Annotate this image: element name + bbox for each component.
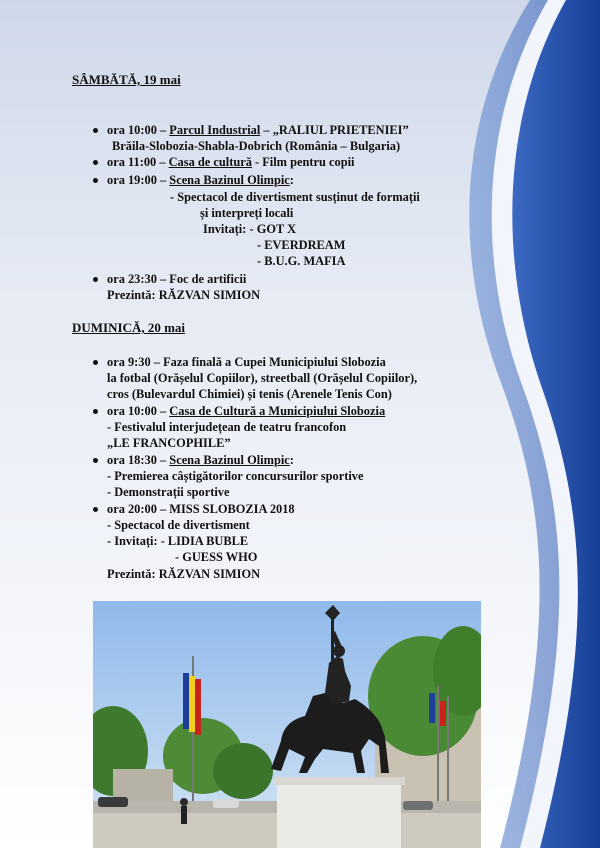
- bullet: [93, 409, 98, 414]
- event-festival: - Festivalul interjudețean de teatru francofon: [107, 420, 347, 434]
- event-miss-slobozia: ora 20:00 – MISS SLOBOZIA 2018: [107, 502, 295, 516]
- presenter-line: Prezintă: RĂZVAN SIMION: [107, 288, 261, 302]
- event-olympic-stage-sunday: [107, 452, 294, 468]
- event-place: Casa de Cultură a Municipiului Slobozia: [169, 404, 386, 418]
- separator: –: [156, 123, 170, 137]
- separator: –: [156, 272, 170, 286]
- event-industrial-park: [107, 122, 409, 138]
- event-cup-detail: la fotbal (Orășelul Copiilor), streetball (Orășelul Copiilor),: [107, 371, 418, 385]
- statue-photo-illustration: [93, 601, 481, 848]
- event-sub-line: - Premierea câștigătorilor concursurilor sportive: [107, 469, 364, 483]
- event-time: ora 10:00: [107, 123, 157, 137]
- separator: –: [156, 453, 170, 467]
- punctuation: :: [289, 453, 294, 467]
- event-cup-final: ora 9:30 – Faza finală a Cupei Municipiului Slobozia: [107, 355, 386, 369]
- event-title: - Film pentru copii: [251, 155, 355, 169]
- separator: –: [156, 155, 169, 169]
- guests-line: - Invitați: - LIDIA BUBLE: [107, 534, 249, 548]
- event-festival-name: „LE FRANCOPHILE”: [107, 436, 231, 450]
- presenter-line: Prezintă: RĂZVAN SIMION: [107, 567, 261, 581]
- guest-name: - GUESS WHO: [175, 550, 258, 564]
- statue-photo: [93, 601, 481, 848]
- sunday-heading: DUMINICĂ, 20 mai: [72, 320, 186, 335]
- guest-name: - EVERDREAM: [257, 238, 346, 252]
- saturday-heading: SÂMBĂTĂ, 19 mai: [72, 72, 181, 87]
- bullet: [93, 458, 98, 463]
- event-cup-detail: cros (Bulevardul Chimiei) și tenis (Arenele Tenis Con): [107, 387, 392, 401]
- bullet: [93, 360, 98, 365]
- event-title: Foc de artificii: [169, 272, 247, 286]
- event-time: ora 10:00: [107, 404, 157, 418]
- event-culture-house: [107, 154, 354, 170]
- event-time: ora 19:00: [107, 173, 157, 187]
- event-sub-line: și interpreți locali: [200, 206, 294, 220]
- separator: –: [156, 404, 170, 418]
- event-fireworks: [107, 271, 246, 287]
- event-time: ora 11:00: [107, 155, 157, 169]
- bullet: [93, 277, 98, 282]
- event-time: ora 18:30: [107, 453, 157, 467]
- event-olympic-stage: [107, 172, 294, 188]
- separator: –: [156, 173, 170, 187]
- event-place: Scena Bazinul Olimpic: [169, 173, 290, 187]
- bullet: [93, 507, 98, 512]
- event-sub-line: - Demonstrații sportive: [107, 485, 230, 499]
- event-route: Brăila-Slobozia-Shabla-Dobrich (România – Bulgaria): [112, 139, 401, 153]
- event-sub-line: - Spectacol de divertisment susținut de formații: [170, 190, 420, 204]
- punctuation: :: [289, 173, 294, 187]
- bullet: [93, 160, 98, 165]
- guest-name: - B.U.G. MAFIA: [257, 254, 346, 268]
- guests-line: Invitați: - GOT X: [203, 222, 297, 236]
- event-sub-line: - Spectacol de divertisment: [107, 518, 250, 532]
- event-place: Casa de cultură: [168, 155, 252, 169]
- event-culture-house-slobozia: [107, 403, 385, 419]
- event-place: Scena Bazinul Olimpic: [169, 453, 290, 467]
- event-place: Parcul Industrial: [169, 123, 261, 137]
- event-title: – „RALIUL PRIETENIEI”: [260, 123, 409, 137]
- event-time: ora 23:30: [107, 272, 157, 286]
- bullet: [93, 128, 98, 133]
- bullet: [93, 178, 98, 183]
